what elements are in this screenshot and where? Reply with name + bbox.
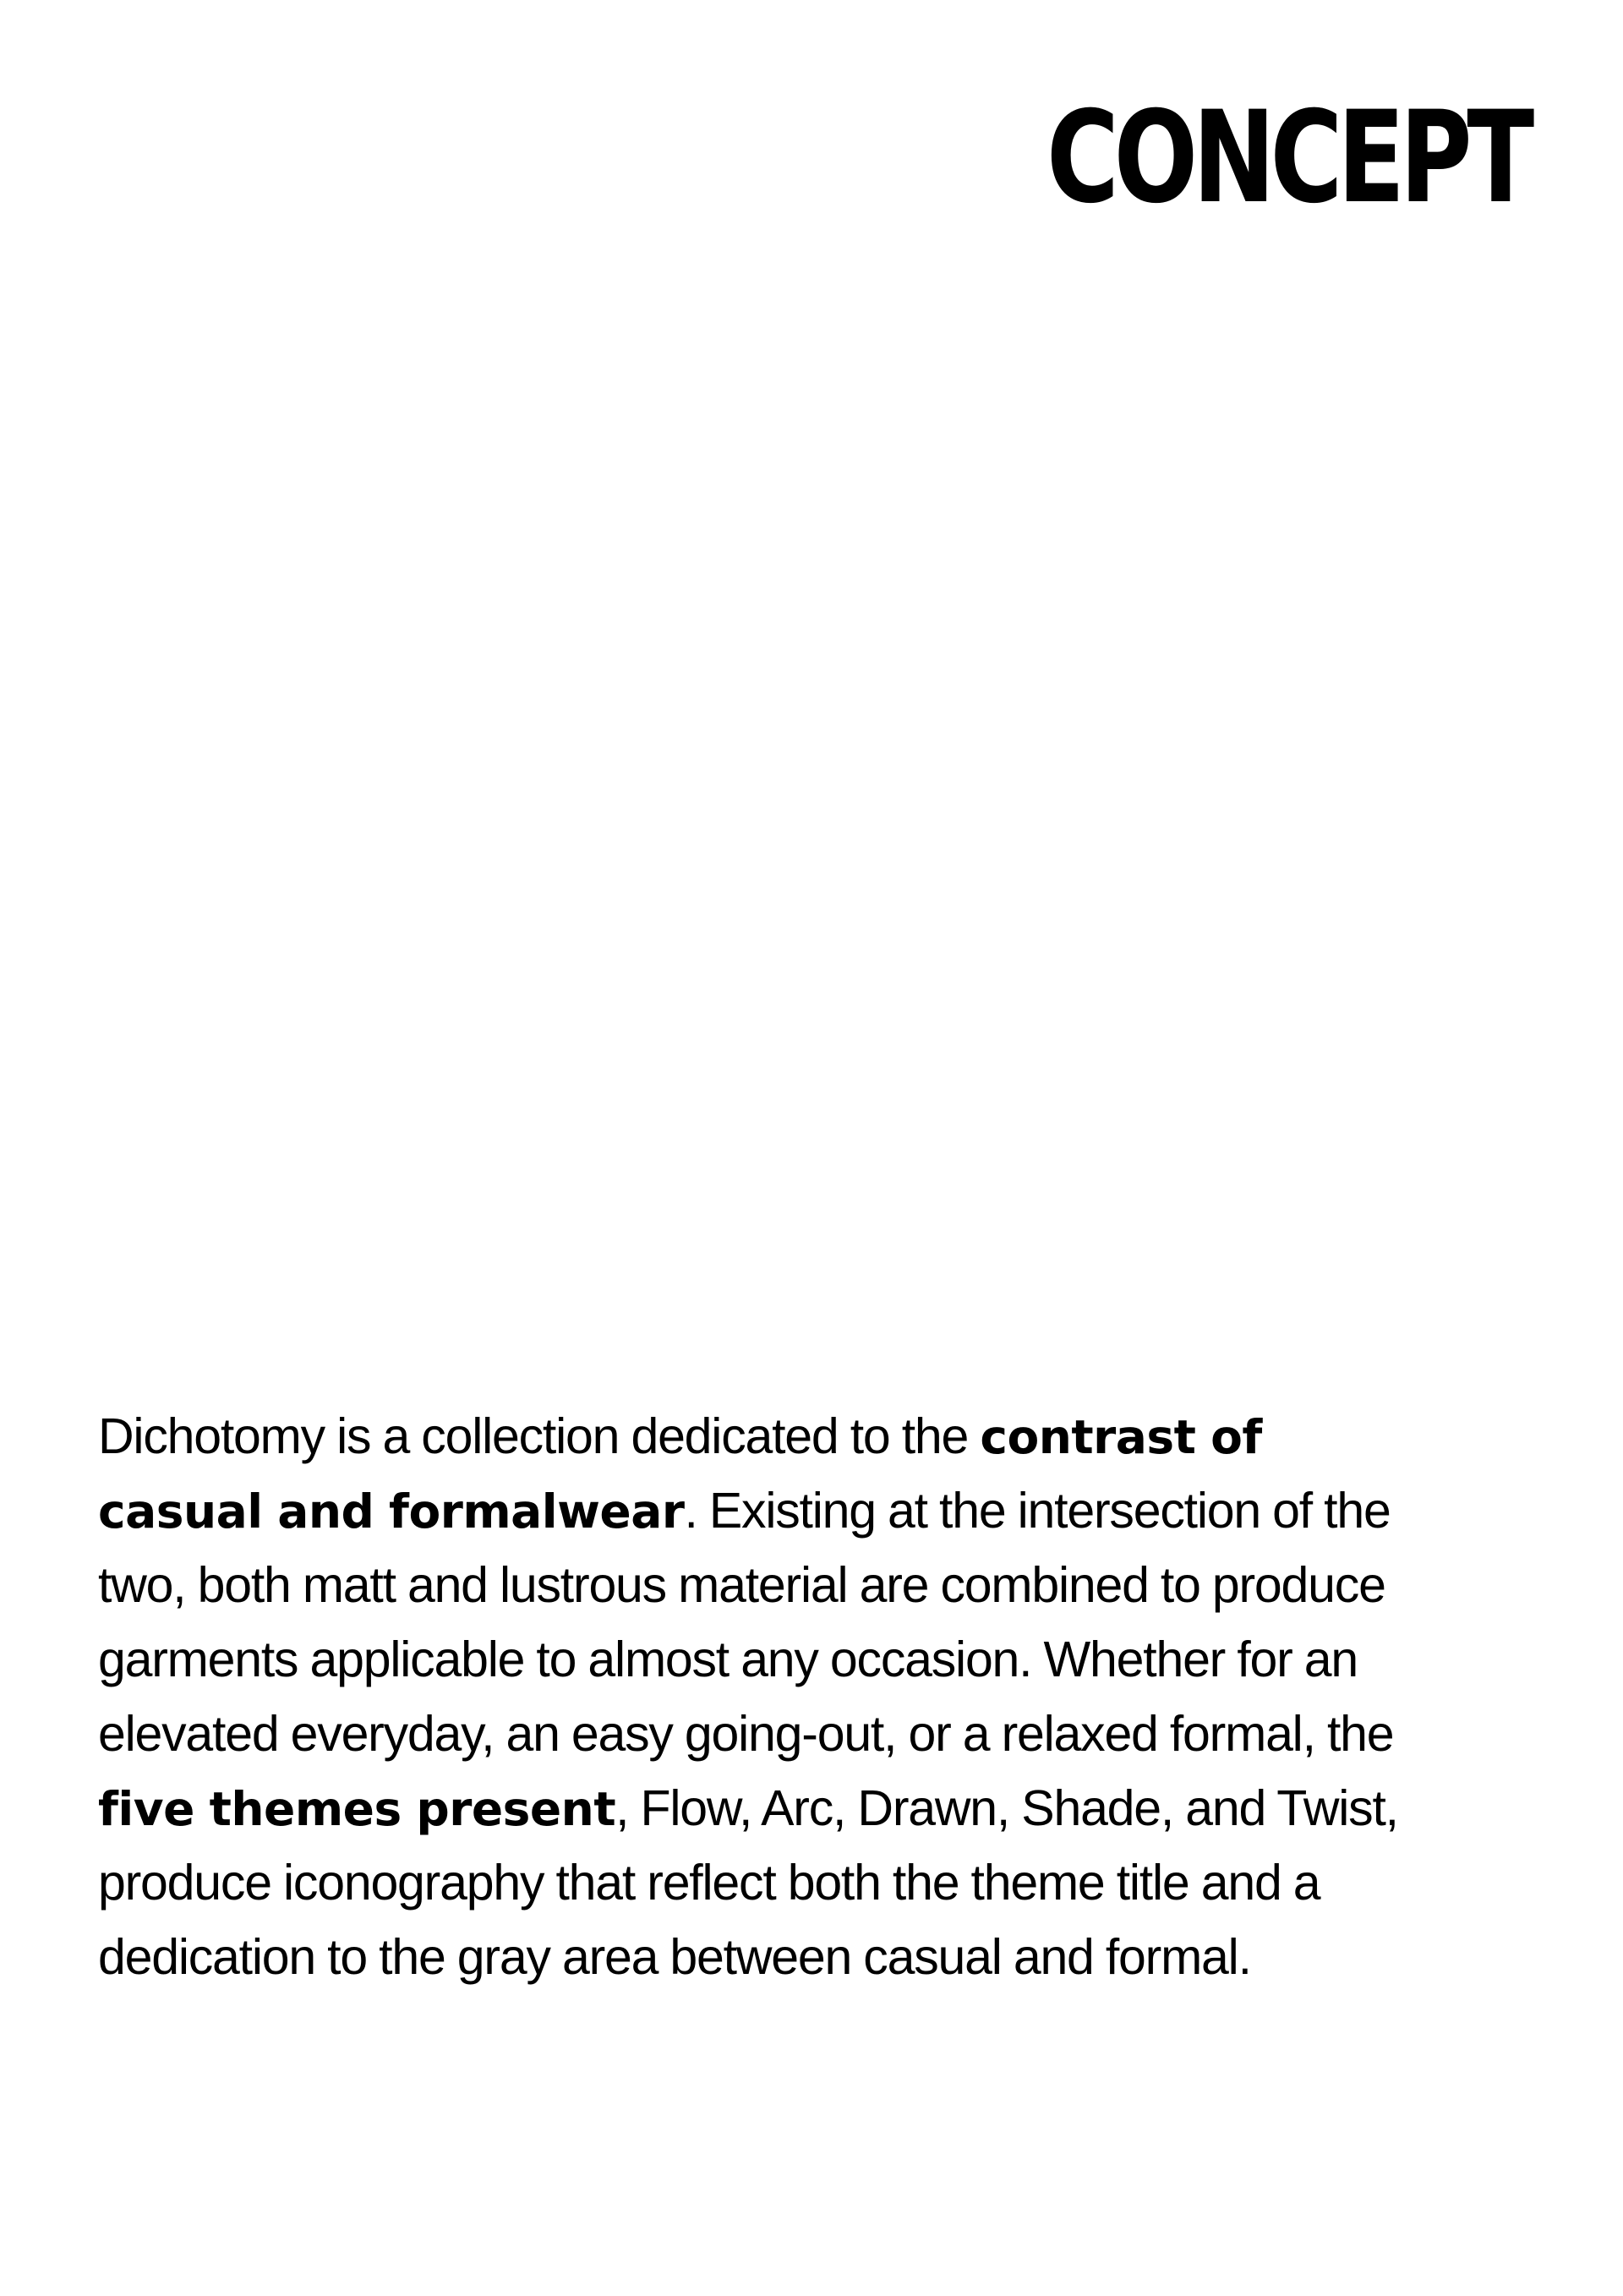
text-run: elevated everyday, an easy going-out, or a relaxed formal, the: [98, 1706, 1394, 1762]
paragraph-line: [98, 1474, 1552, 1549]
text-run: , Flow, Arc, Drawn, Shade, and Twist,: [615, 1780, 1398, 1836]
text-run: Dichotomy is a collection dedicated to the: [98, 1408, 981, 1464]
text-run: garments applicable to almost any occasion. Whether for an: [98, 1632, 1358, 1687]
paragraph-line: [98, 1400, 1552, 1474]
text-run: two, both matt and lustrous material are combined to produce: [98, 1557, 1385, 1613]
emphasis-five-themes-present: five themes present: [98, 1782, 616, 1836]
paragraph-line: [98, 1772, 1552, 1846]
paragraph-line: [98, 1697, 1552, 1772]
emphasis-casual-and-formalwear: casual and formalwear: [98, 1484, 685, 1539]
emphasis-contrast-of: contrast of: [980, 1410, 1262, 1464]
text-run: . Existing at the intersection of the: [684, 1483, 1391, 1539]
paragraph-line: [98, 1623, 1552, 1697]
paragraph-line: [98, 1921, 1552, 1995]
text-run: dedication to the gray area between casual and formal.: [98, 1929, 1251, 1985]
text-run: produce iconography that reflect both the theme title and a: [98, 1855, 1320, 1911]
paragraph-line: [98, 1846, 1552, 1921]
page-title: CONCEPT: [1046, 85, 1529, 232]
concept-paragraph: [98, 1400, 1552, 1995]
paragraph-line: [98, 1549, 1552, 1623]
